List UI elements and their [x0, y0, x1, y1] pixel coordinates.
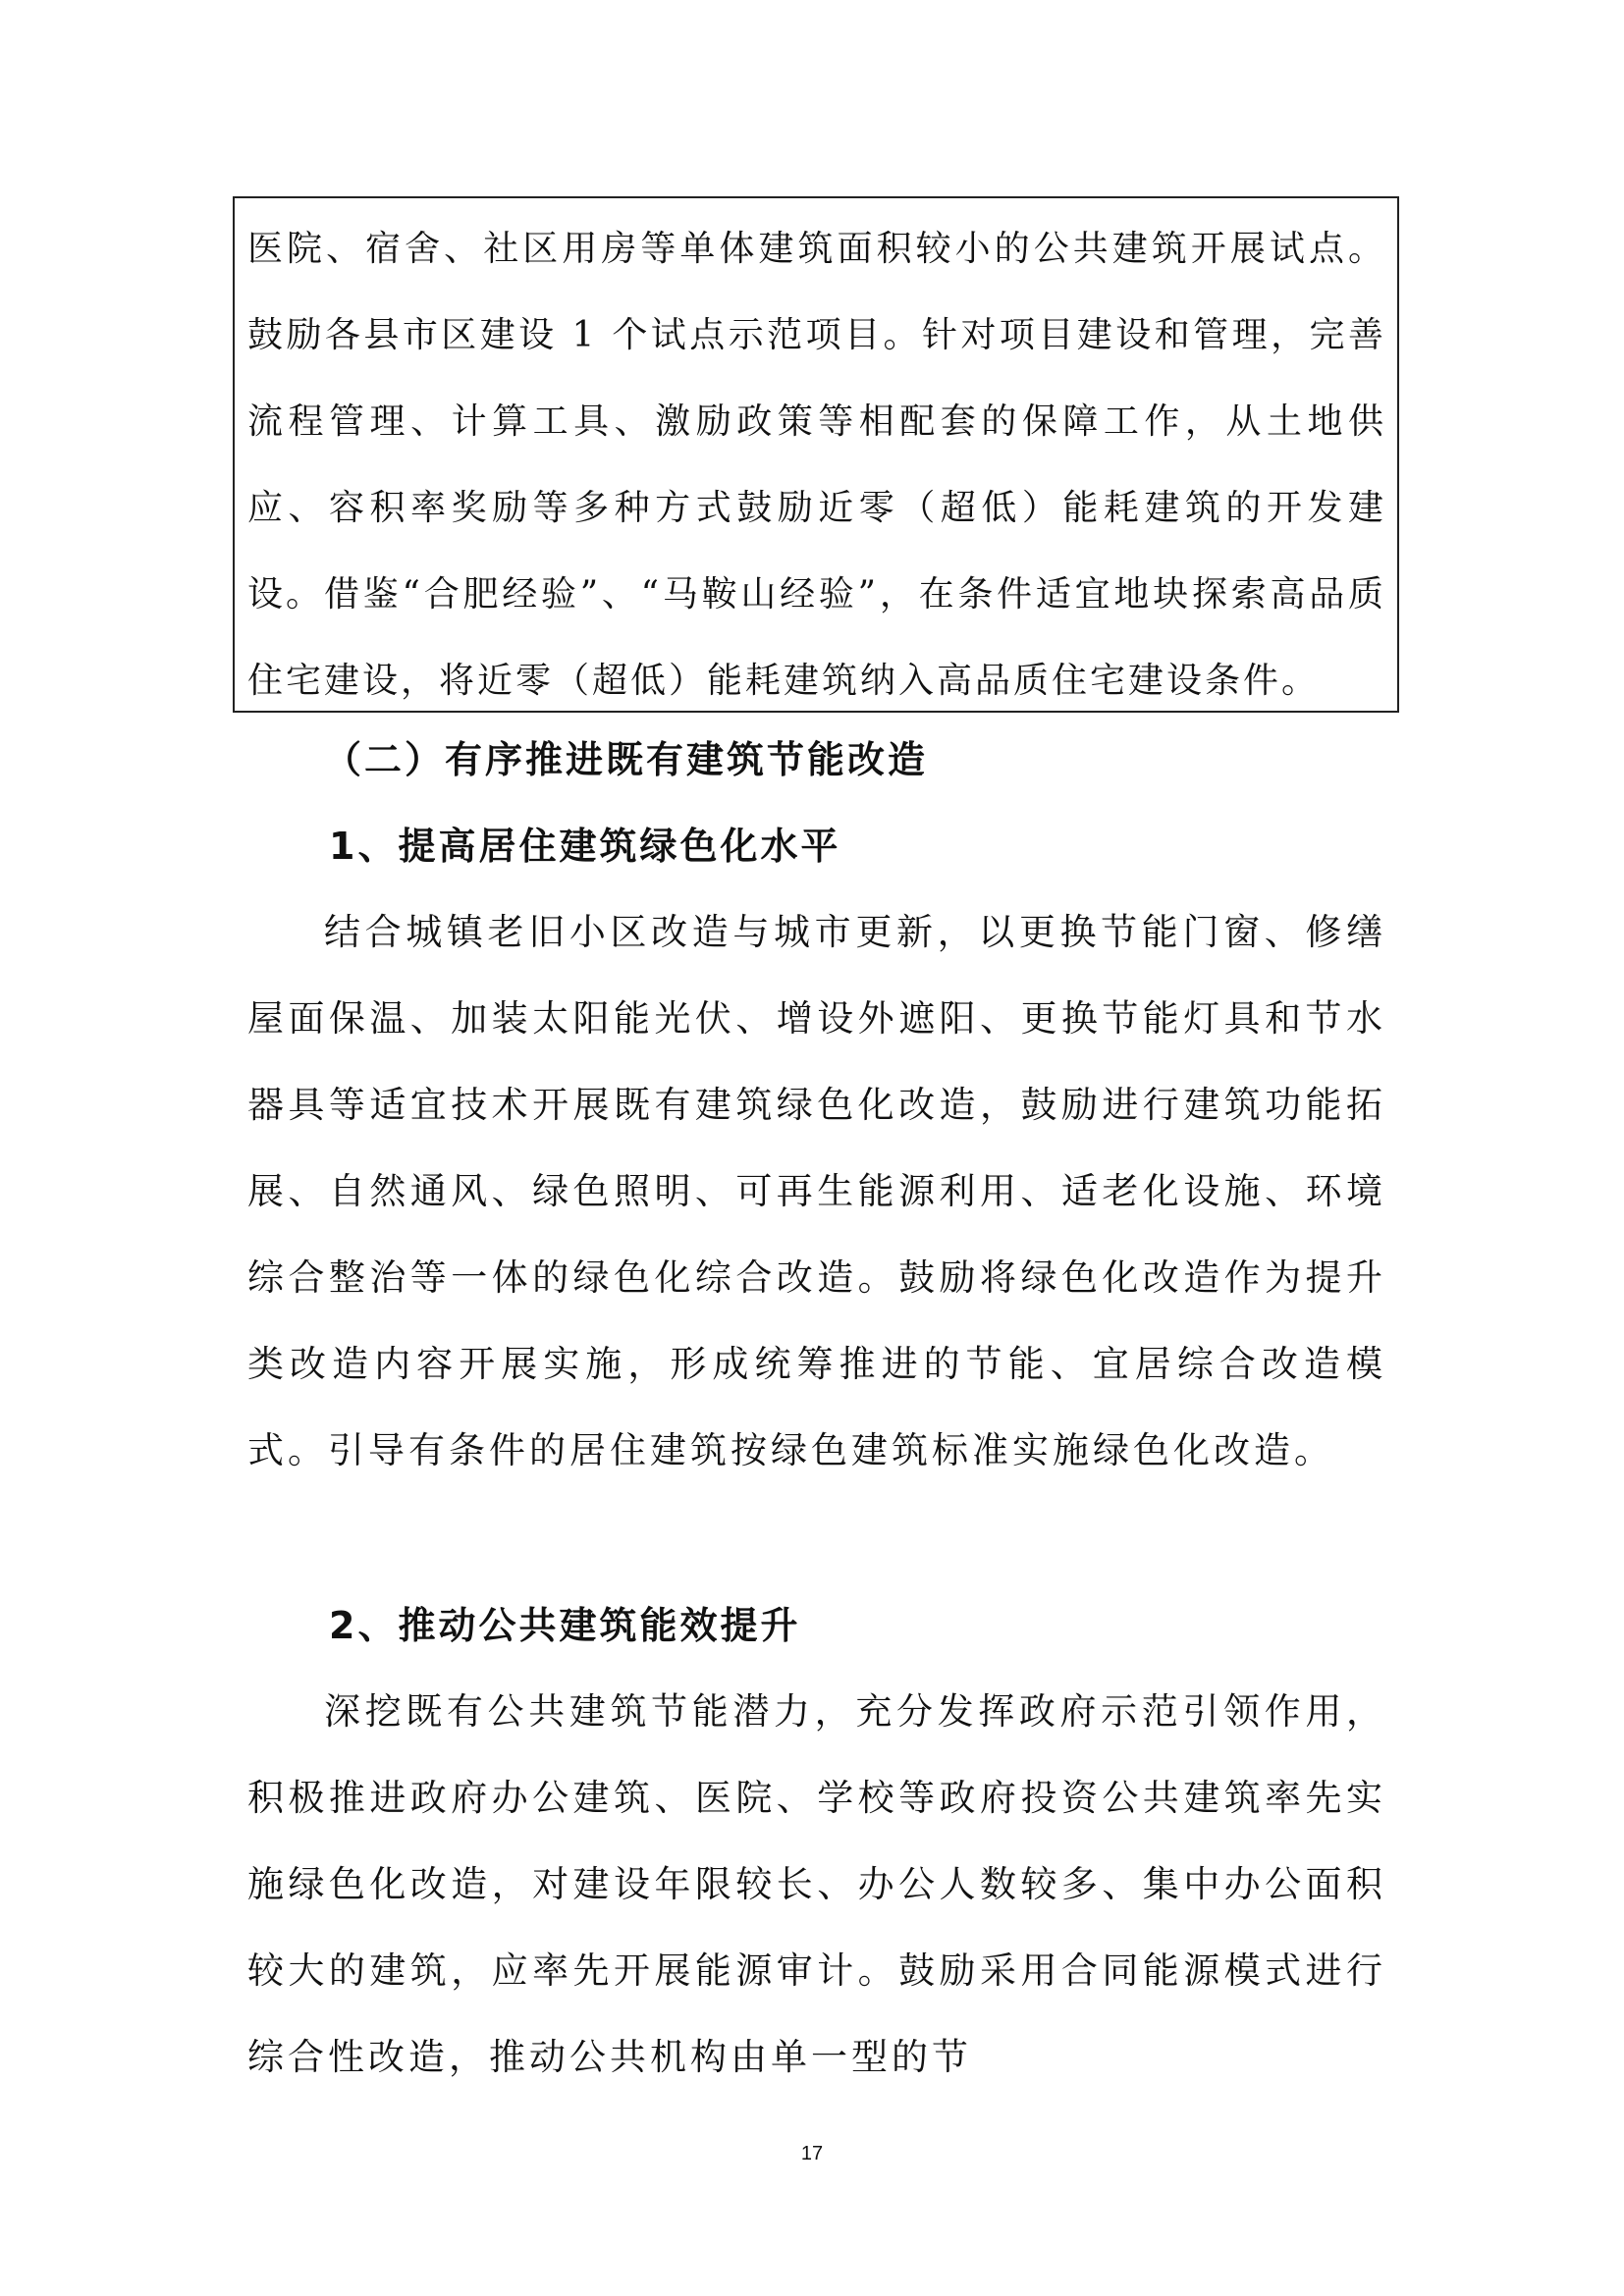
subsection-body-1: 结合城镇老旧小区改造与城市更新，以更换节能门窗、修缮屋面保温、加装太阳能光伏、增设外遮阳、更换节能灯具和节水器具等适宜技术开展既有建筑绿色化改造，鼓励进行建筑功能拓展、自然通风、绿色照明、可再生能源利用、适老化设施、环境综合整治等一体的绿色化综合改造。鼓励将绿色化改造作为提升类改造内容开展实施，形成统筹推进的节能、宜居综合改造模式。引导有条件的居住建筑按绿色建筑标准实施绿色化改造。	[247, 911, 1386, 1471]
box-paragraph-2: 借鉴“合肥经验”、“马鞍山经验”，在条件适宜地块探索高品质住宅建设，将近零（超低）能耗建筑纳入高品质住宅建设条件。	[247, 574, 1386, 701]
subsection-heading-1: 1、提高居住建筑绿色化水平	[329, 825, 841, 868]
subsection-heading-2: 2、推动公共建筑能效提升	[329, 1604, 801, 1647]
section-heading: （二）有序推进既有建筑节能改造	[324, 738, 929, 781]
page-number: 17	[800, 2143, 824, 2164]
subsection-body-2: 深挖既有公共建筑节能潜力，充分发挥政府示范引领作用，积极推进政府办公建筑、医院、学校等政府投资公共建筑率先实施绿色化改造，对建设年限较长、办公人数较多、集中办公面积较大的建筑，应率先开展能源审计。鼓励采用合同能源模式进行综合性改造，推动公共机构由单一型的节	[247, 1690, 1386, 2078]
box-paragraph-1: 医院、宿舍、社区用房等单体建筑面积较小的公共建筑开展试点。鼓励各县市区建设 1 个试点示范项目。针对项目建设和管理，完善流程管理、计算工具、激励政策等相配套的保障工作，从土地供应、容积率奖励等多种方式鼓励近零（超低）能耗建筑的开发建设。	[247, 229, 1386, 614]
